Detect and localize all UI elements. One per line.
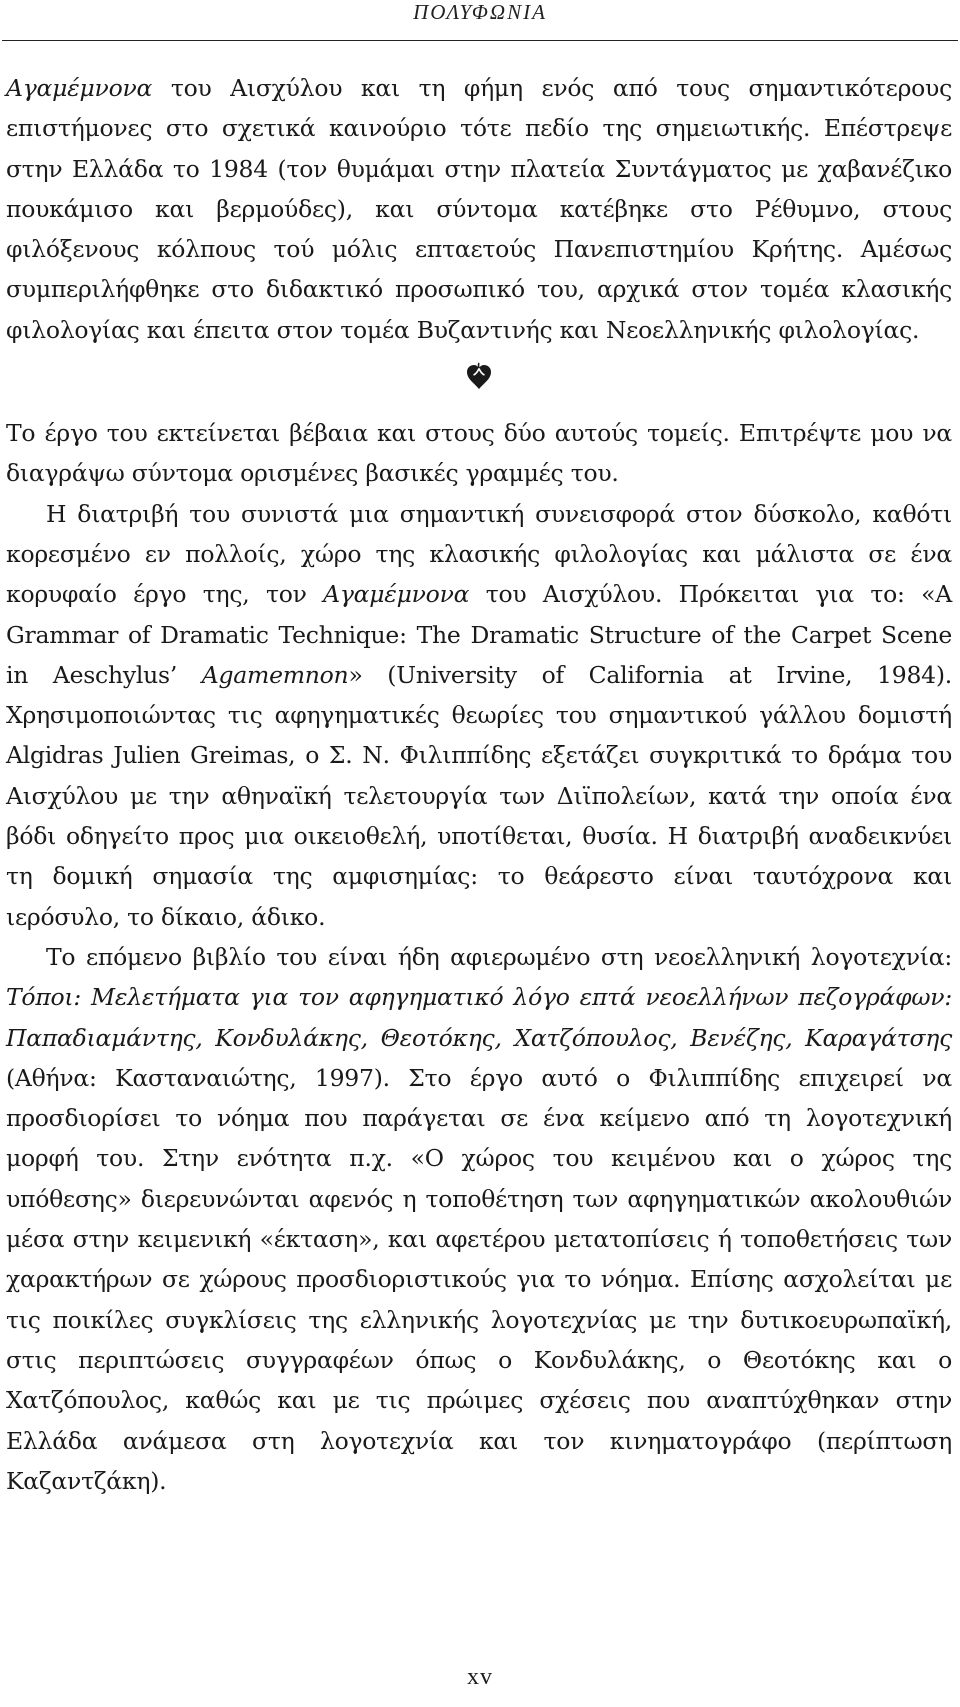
- section-ornament: [6, 350, 952, 413]
- paragraph-2: Το έργο του εκτείνεται βέβαια και στους δύο αυτούς τομείς. Επιτρέψτε μου να διαγράψω σύντομα ορισμένες βασικές γραμμές του.: [6, 419, 952, 488]
- page-number: xv: [467, 1664, 493, 1690]
- italic-title: Αγαμέμνονα: [323, 580, 470, 609]
- fleuron-icon: [465, 361, 493, 389]
- running-head: ΠΟΛΥΦΩΝΙΑ: [413, 0, 547, 24]
- paragraph-1-text: του Αισχύλου και τη φήμη ενός από τους σημαντικότερους επιστήμονες στο σχετικά καινούριο τότε πεδίο της σημειωτικής. Επέστρεψε στην Ελλάδα το 1984 (τον θυμάμαι στην πλατεία Συντάγματος με χαβανέζικο πουκάμισο και βερμούδες), και σύντομα κατέβηκε στο Ρέθυμνο, στους φιλόξενους κόλπους τού μόλις επταετούς Πανεπιστημίου Κρήτης. Αμέσως συμπεριλήφθηκε στο διδακτικό προσωπικό του, αρχικά στον τομέα κλασικής φιλολογίας και έπειτα στον τομέα Βυζαντινής και Νεοελληνικής φιλολογίας.: [6, 74, 952, 344]
- header-rule: [2, 40, 958, 41]
- paragraph-3-text-e: » (University of California at Irvine, 1984). Χρησιμοποιώντας τις αφηγηματικές θεωρίες του σημαντικού γάλλου δομιστή Algidras Julien Greimas, ο Σ. Ν. Φιλιππίδης εξετάζει συγκριτικά το δράμα του Αισχύλου με την αθηναϊκή τελετουργία των Διϊπολείων, κατά την οποία ένα βόδι οδηγείτο προς μια οικειοθελή, υποτίθεται, θυσία. Η διατριβή αναδεικνύει τη δομική σημασία της αμφισημίας: το θεάρεστο είναι ταυτόχρονα και ιερόσυλο, το δίκαιο, άδικο.: [6, 660, 952, 931]
- italic-title: Agamemnon: [201, 660, 349, 689]
- paragraph-4: [6, 937, 952, 1501]
- paragraph-3-text-c: του Αισχύλου. Πρόκειται για το: «A Grammar of Dramatic Technique: The Dramatic Structure of the Carpet Scene in Aeschylus’: [6, 580, 952, 689]
- paragraph-3: [6, 494, 952, 937]
- italic-title: Τόποι: Μελετήματα για τον αφηγηματικό λόγο επτά νεοελλήνων πεζογράφων: Παπαδιαμάντης, Κονδυλάκης, Θεοτόκης, Χατζόπουλος, Βενέζης, Καραγάτσης: [6, 983, 952, 1052]
- paragraph-1: [6, 68, 952, 350]
- paragraph-4-text-c: (Αθήνα: Κασταναιώτης, 1997). Στο έργο αυτό ο Φιλιππίδης επιχειρεί να προσδιορίσει το νόημα που παράγεται σε ένα κείμενο από τη λογοτεχνική μορφή του. Στην ενότητα π.χ. «Ο χώρος του κειμένου και ο χώρος της υπόθεσης» διερευνώνται αφενός η τοποθέτηση των αφηγηματικών ακολουθιών μέσα στην κειμενική «έκταση», και αφετέρου μετατοπίσεις ή τοποθετήσεις των χαρακτήρων σε χώρους προσδιοριστικούς για το νόημα. Επίσης ασχολείται με τις ποικίλες συγκλίσεις της ελληνικής λογοτεχνίας με την δυτικοευρωπαϊκή, στις περιπτώσεις συγγραφέων όπως ο Κονδυλάκης, ο Θεοτόκης και ο Χατζόπουλος, καθώς και με τις πρώιμες σχέσεις που αναπτύχθηκαν στην Ελλάδα ανάμεσα στη λογοτεχνία και τον κινηματογράφο (περίπτωση Καζαντζάκη).: [6, 1063, 952, 1495]
- paragraph-3-text-a: Η διατριβή του συνιστά μια σημαντική συνεισφορά στον δύσκολο, καθότι κορεσμένο εν πολλοίς, χώρο της κλασικής φιλολογίας και μάλιστα σε ένα κορυφαίο έργο της, τον: [6, 499, 952, 609]
- italic-title: Αγαμέμνονα: [6, 74, 153, 102]
- body-text: [6, 68, 952, 1501]
- paragraph-4-text-a: Το επόμενο βιβλίο του είναι ήδη αφιερωμένο στη νεοελληνική λογοτεχνία:: [46, 942, 952, 971]
